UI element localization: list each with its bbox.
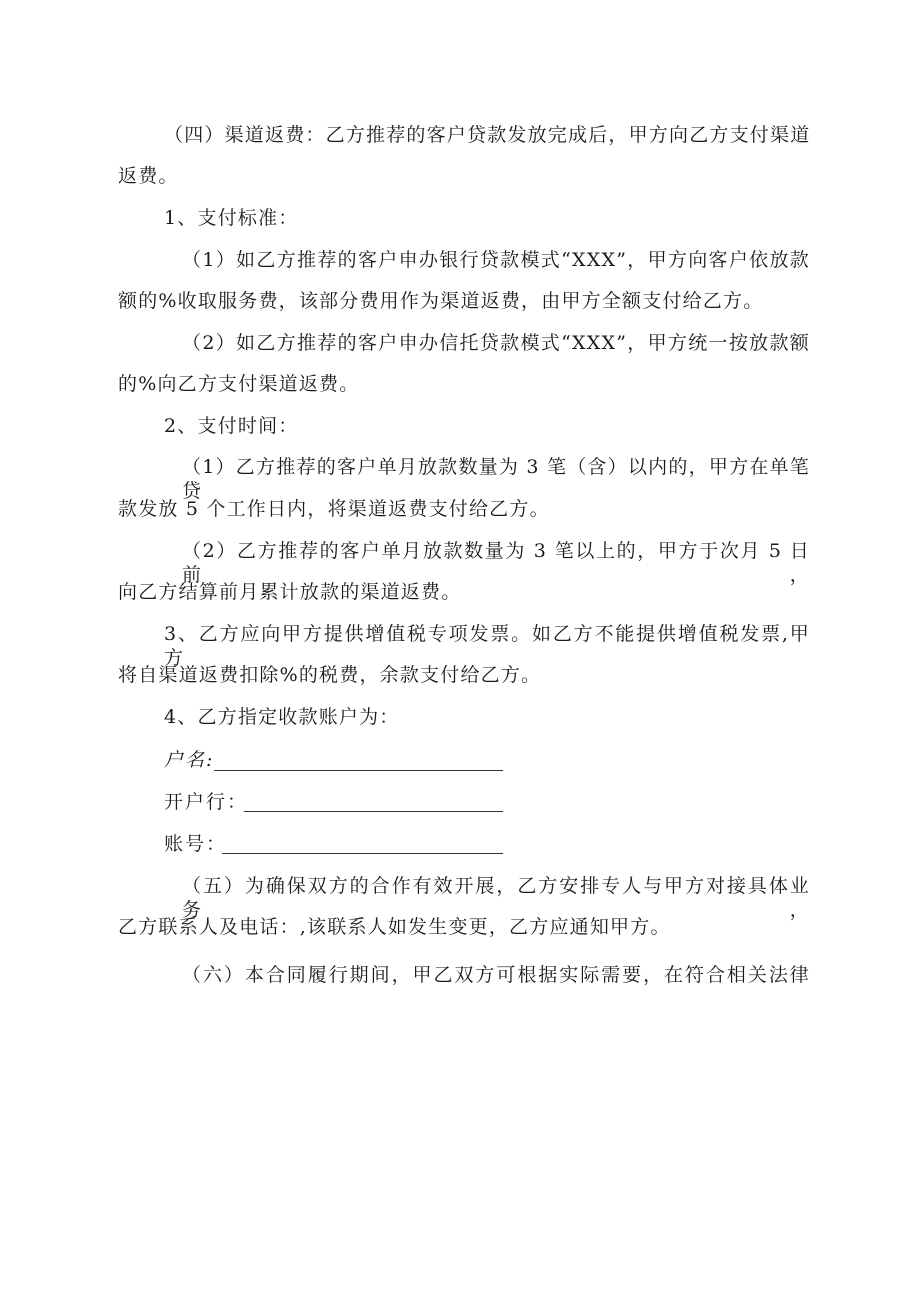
paragraph-line: 返费。 bbox=[118, 165, 179, 187]
paragraph-line: 将自渠道返费扣除%的税费，余款支付给乙方。 bbox=[118, 664, 542, 686]
paragraph-line: （1）乙方推荐的客户单月放款数量为 3 笔（含）以内的，甲方在单笔贷 bbox=[182, 456, 810, 502]
section-heading: 2、支付时间： bbox=[164, 415, 299, 437]
paragraph-line: （2）如乙方推荐的客户申办信托贷款模式“XXX”，甲方统一按放款额 bbox=[182, 332, 810, 354]
paragraph-line: （1）如乙方推荐的客户申办银行贷款模式“XXX”，甲方向客户依放款 bbox=[182, 249, 810, 271]
paragraph-line: 的%向乙方支付渠道返费。 bbox=[118, 373, 360, 395]
paragraph-line: （2）乙方推荐的客户单月放款数量为 3 笔以上的，甲方于次月 5 日前， bbox=[182, 540, 810, 586]
paragraph-line: 额的%收取服务费，该部分费用作为渠道返费，由甲方全额支付给乙方。 bbox=[118, 290, 764, 312]
paragraph-line: （四）渠道返费：乙方推荐的客户贷款发放完成后，甲方向乙方支付渠道 bbox=[164, 124, 811, 146]
account-name-blank bbox=[214, 770, 503, 771]
account-number-label: 账号： bbox=[164, 833, 228, 855]
bank-label: 开户行： bbox=[164, 791, 249, 813]
paragraph-line: 向乙方结算前月累计放款的渠道返费。 bbox=[118, 581, 462, 603]
bank-blank bbox=[244, 811, 503, 812]
account-number-blank bbox=[222, 853, 503, 854]
section-heading: 4、乙方指定收款账户为： bbox=[164, 706, 400, 728]
paragraph-line: 3、乙方应向甲方提供增值税专项发票。如乙方不能提供增值税发票,甲方 bbox=[164, 623, 810, 669]
section-heading: 1、支付标准： bbox=[164, 207, 299, 229]
account-name-label: 户名: bbox=[164, 749, 215, 771]
paragraph-line: （五）为确保双方的合作有效开展，乙方安排专人与甲方对接具体业务， bbox=[182, 875, 810, 921]
paragraph-line: （六）本合同履行期间，甲乙双方可根据实际需要，在符合相关法律 bbox=[182, 964, 810, 986]
paragraph-line: 乙方联系人及电话：,该联系人如发生变更，乙方应通知甲方。 bbox=[118, 916, 671, 938]
paragraph-line: 款发放 5 个工作日内，将渠道返费支付给乙方。 bbox=[118, 498, 550, 520]
